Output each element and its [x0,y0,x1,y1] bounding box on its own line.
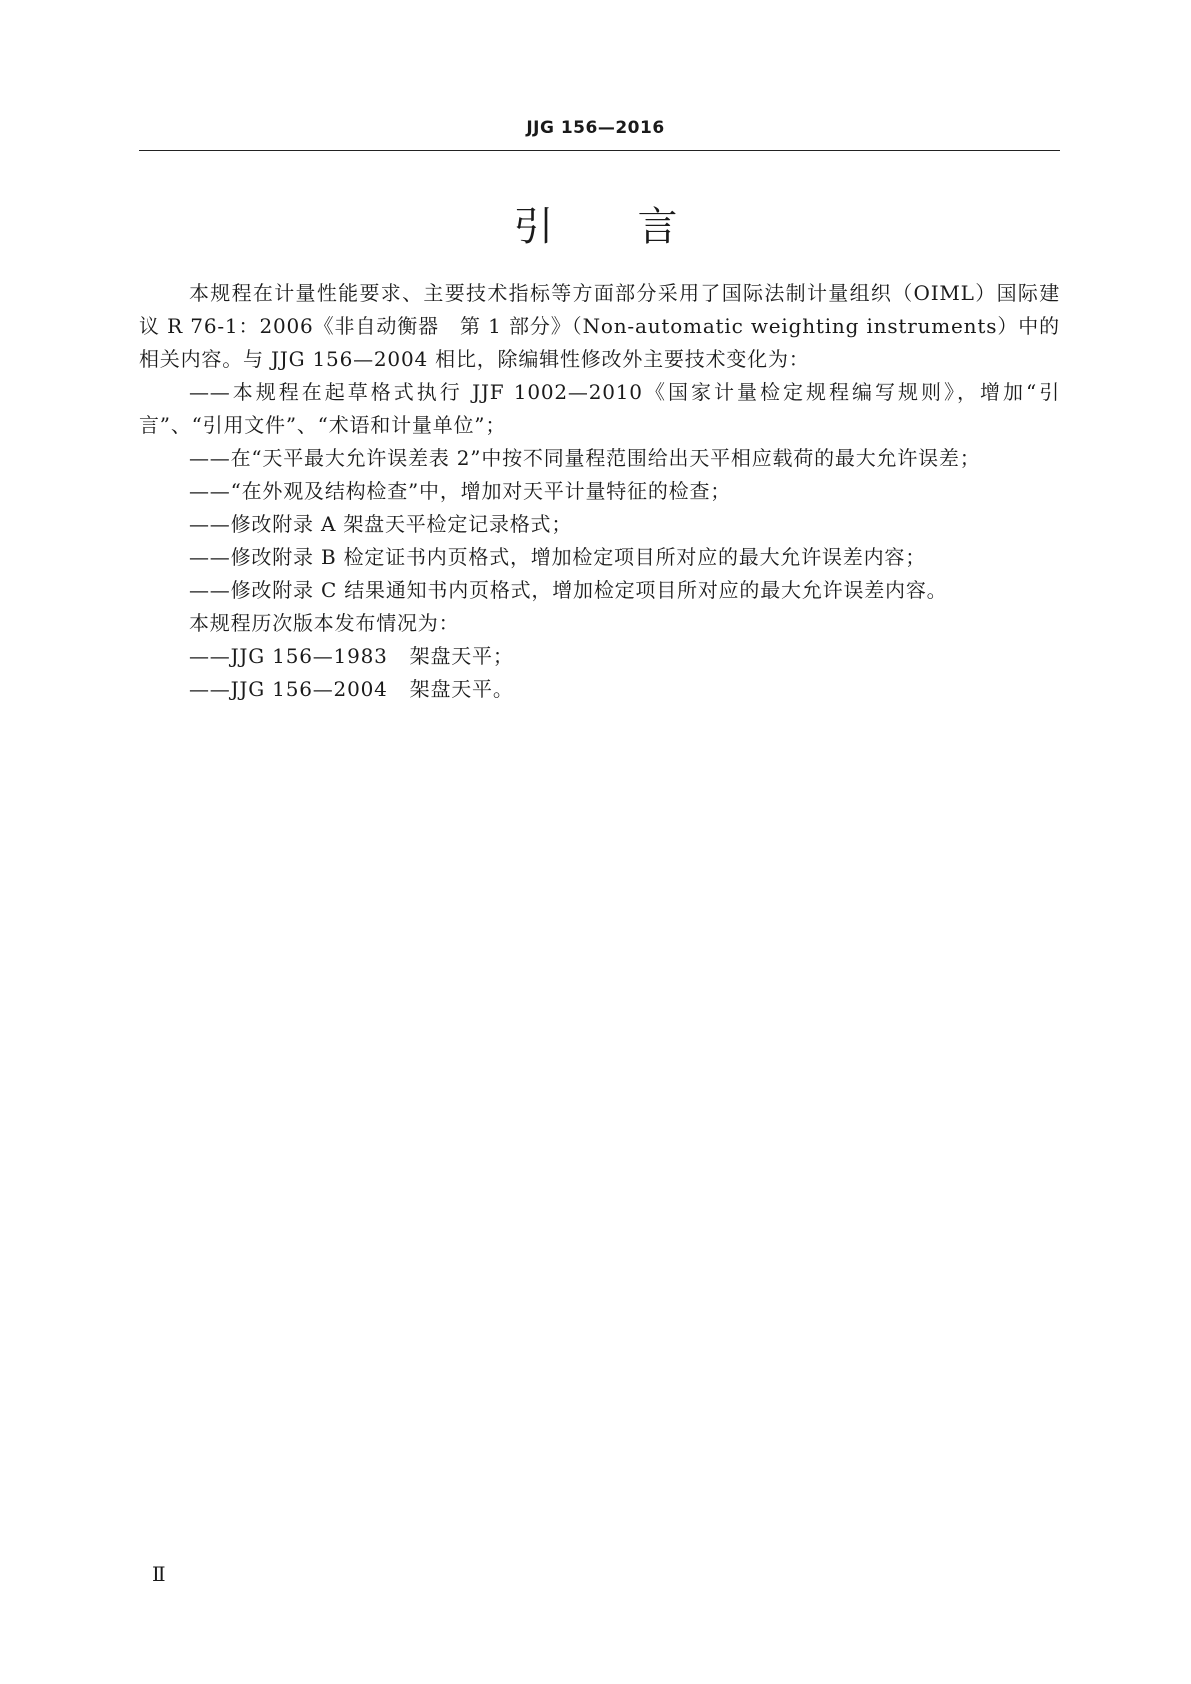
page-number: Ⅱ [152,1562,166,1586]
header-divider [139,150,1060,151]
change-item-3: ——“在外观及结构检查”中，增加对天平计量特征的检查； [189,479,732,503]
change-item-1: ——本规程在起草格式执行 JJF 1002—2010《国家计量检定规程编写规则》，增加“引言”、“引用文件”、“术语和计量单位”； [139,380,1060,437]
change-item-4: ——修改附录 A 架盘天平检定记录格式； [189,512,573,536]
standard-code-header: JJG 156—2016 [526,118,665,138]
history-name: 架盘天平。 [409,677,514,701]
intro-paragraph: 本规程在计量性能要求、主要技术指标等方面部分采用了国际法制计量组织（OIML）国际建议 R 76-1：2006《非自动衡器 第 1 部分》（Non-automatic weighting instruments）中的相关内容。与 JJG 156—2004 相比，除编辑性修改外主要技术变化为： [139,281,1060,371]
page-title: 引言 [513,204,762,250]
history-item-2 [139,673,1060,706]
body-text [139,277,1060,706]
history-code: ——JJG 156—2004 [189,677,388,701]
change-item-2: ——在“天平最大允许误差表 2”中按不同量程范围给出天平相应载荷的最大允许误差； [189,446,981,470]
history-item-1 [139,640,1060,673]
change-item-5: ——修改附录 B 检定证书内页格式，增加检定项目所对应的最大允许误差内容； [189,545,927,569]
change-item-6: ——修改附录 C 结果通知书内页格式，增加检定项目所对应的最大允许误差内容。 [189,578,948,602]
history-intro: 本规程历次版本发布情况为： [189,611,460,635]
history-name: 架盘天平； [409,644,514,668]
history-code: ——JJG 156—1983 [189,644,388,668]
